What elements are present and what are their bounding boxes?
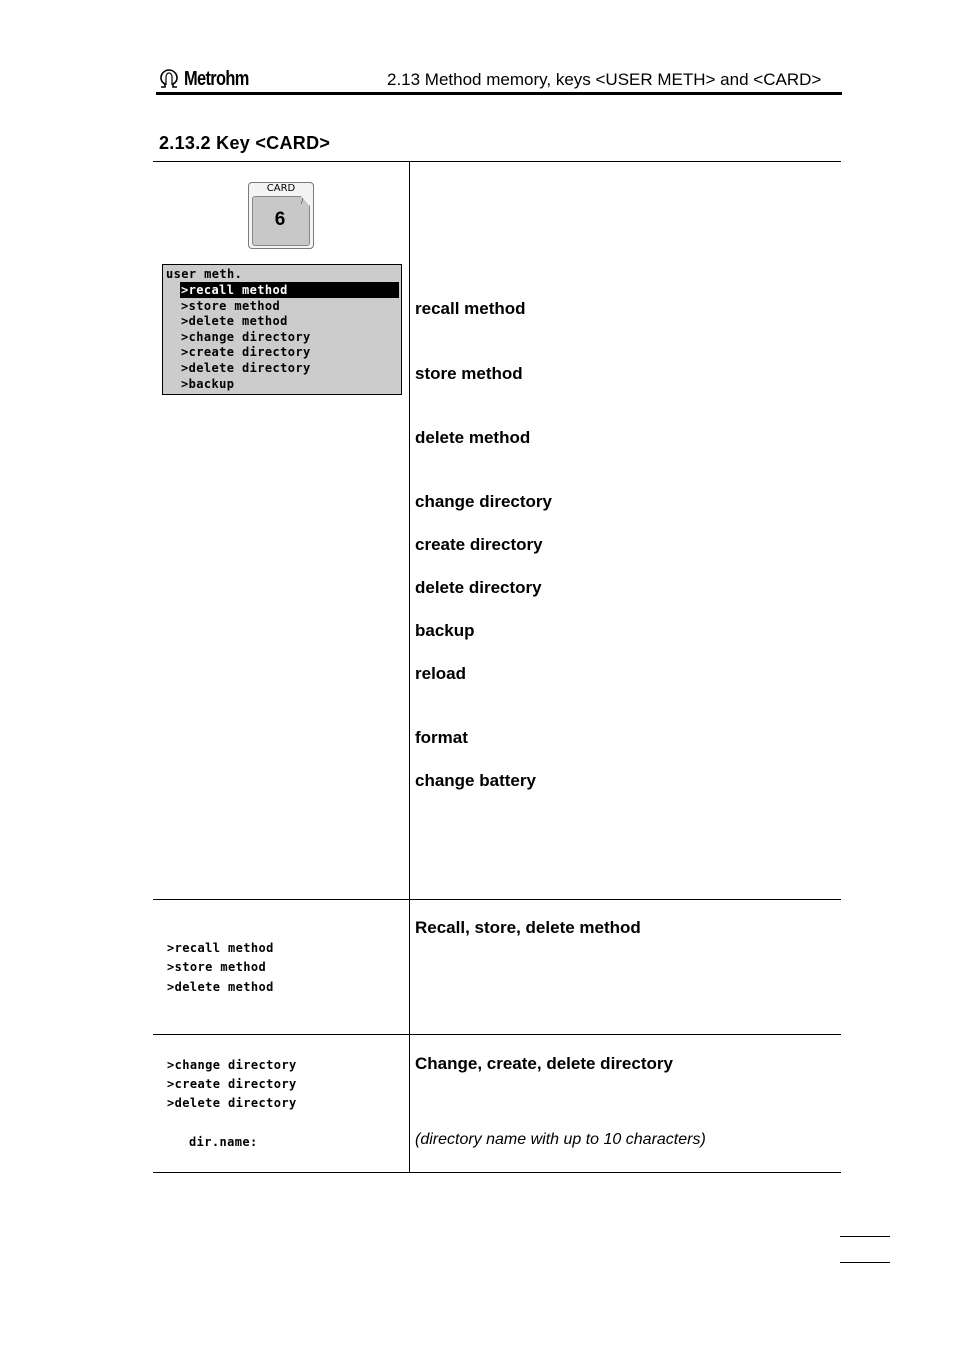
code-delete-directory: >delete directory [167,1096,297,1110]
param-dir-name-note: (directory name with up to 10 characters) [415,1131,706,1148]
option-change-battery: change battery [415,771,536,790]
table-column-divider [409,161,410,1173]
option-format: format [415,728,468,747]
lcd-item-recall-method[interactable]: >recall method [181,283,288,297]
option-backup: backup [415,621,475,640]
code-recall-method: >recall method [167,941,274,955]
section-title: 2.13.2 Key <CARD> [159,133,331,153]
lcd-display [162,264,402,395]
metrohm-logo [158,66,263,92]
lcd-item-delete-method[interactable]: >delete method [181,314,288,328]
lcd-item-create-directory[interactable]: >create directory [181,345,311,359]
card-key-corner-mark: / [301,197,304,206]
option-store-method: store method [415,364,523,383]
option-create-directory: create directory [415,535,543,554]
card-key[interactable] [248,182,314,249]
code-delete-method: >delete method [167,980,274,994]
option-recall-method: recall method [415,299,526,318]
section-recall-store-delete-heading: Recall, store, delete method [415,918,641,937]
table-row-rule-2 [153,1034,841,1035]
brand-name: Metrohm [184,67,249,90]
table-bottom-rule [153,1172,841,1173]
lcd-title: user meth. [166,267,243,281]
code-create-directory: >create directory [167,1077,297,1091]
option-delete-method: delete method [415,428,531,447]
option-reload: reload [415,664,467,683]
param-dir-name: dir.name: [189,1135,258,1149]
option-change-directory: change directory [415,492,552,511]
lcd-item-store-method[interactable]: >store method [181,299,281,313]
lcd-item-change-directory[interactable]: >change directory [181,330,311,344]
code-store-method: >store method [167,960,267,974]
header-divider [156,92,842,95]
metrohm-omega-icon [158,69,180,89]
card-key-label: CARD [266,183,296,194]
margin-mark-top [840,1236,890,1237]
page-header-title: 2.13 Method memory, keys <USER METH> and <CARD> [387,70,822,89]
option-delete-directory: delete directory [415,578,542,597]
margin-mark-bottom [840,1262,890,1263]
section-directory-heading: Change, create, delete directory [415,1054,673,1073]
lcd-item-delete-directory[interactable]: >delete directory [181,361,311,375]
card-key-number: 6 [274,209,286,230]
table-row-rule-1 [153,899,841,900]
table-top-rule [153,161,841,162]
lcd-item-backup[interactable]: >backup [181,377,235,391]
code-change-directory: >change directory [167,1058,297,1072]
